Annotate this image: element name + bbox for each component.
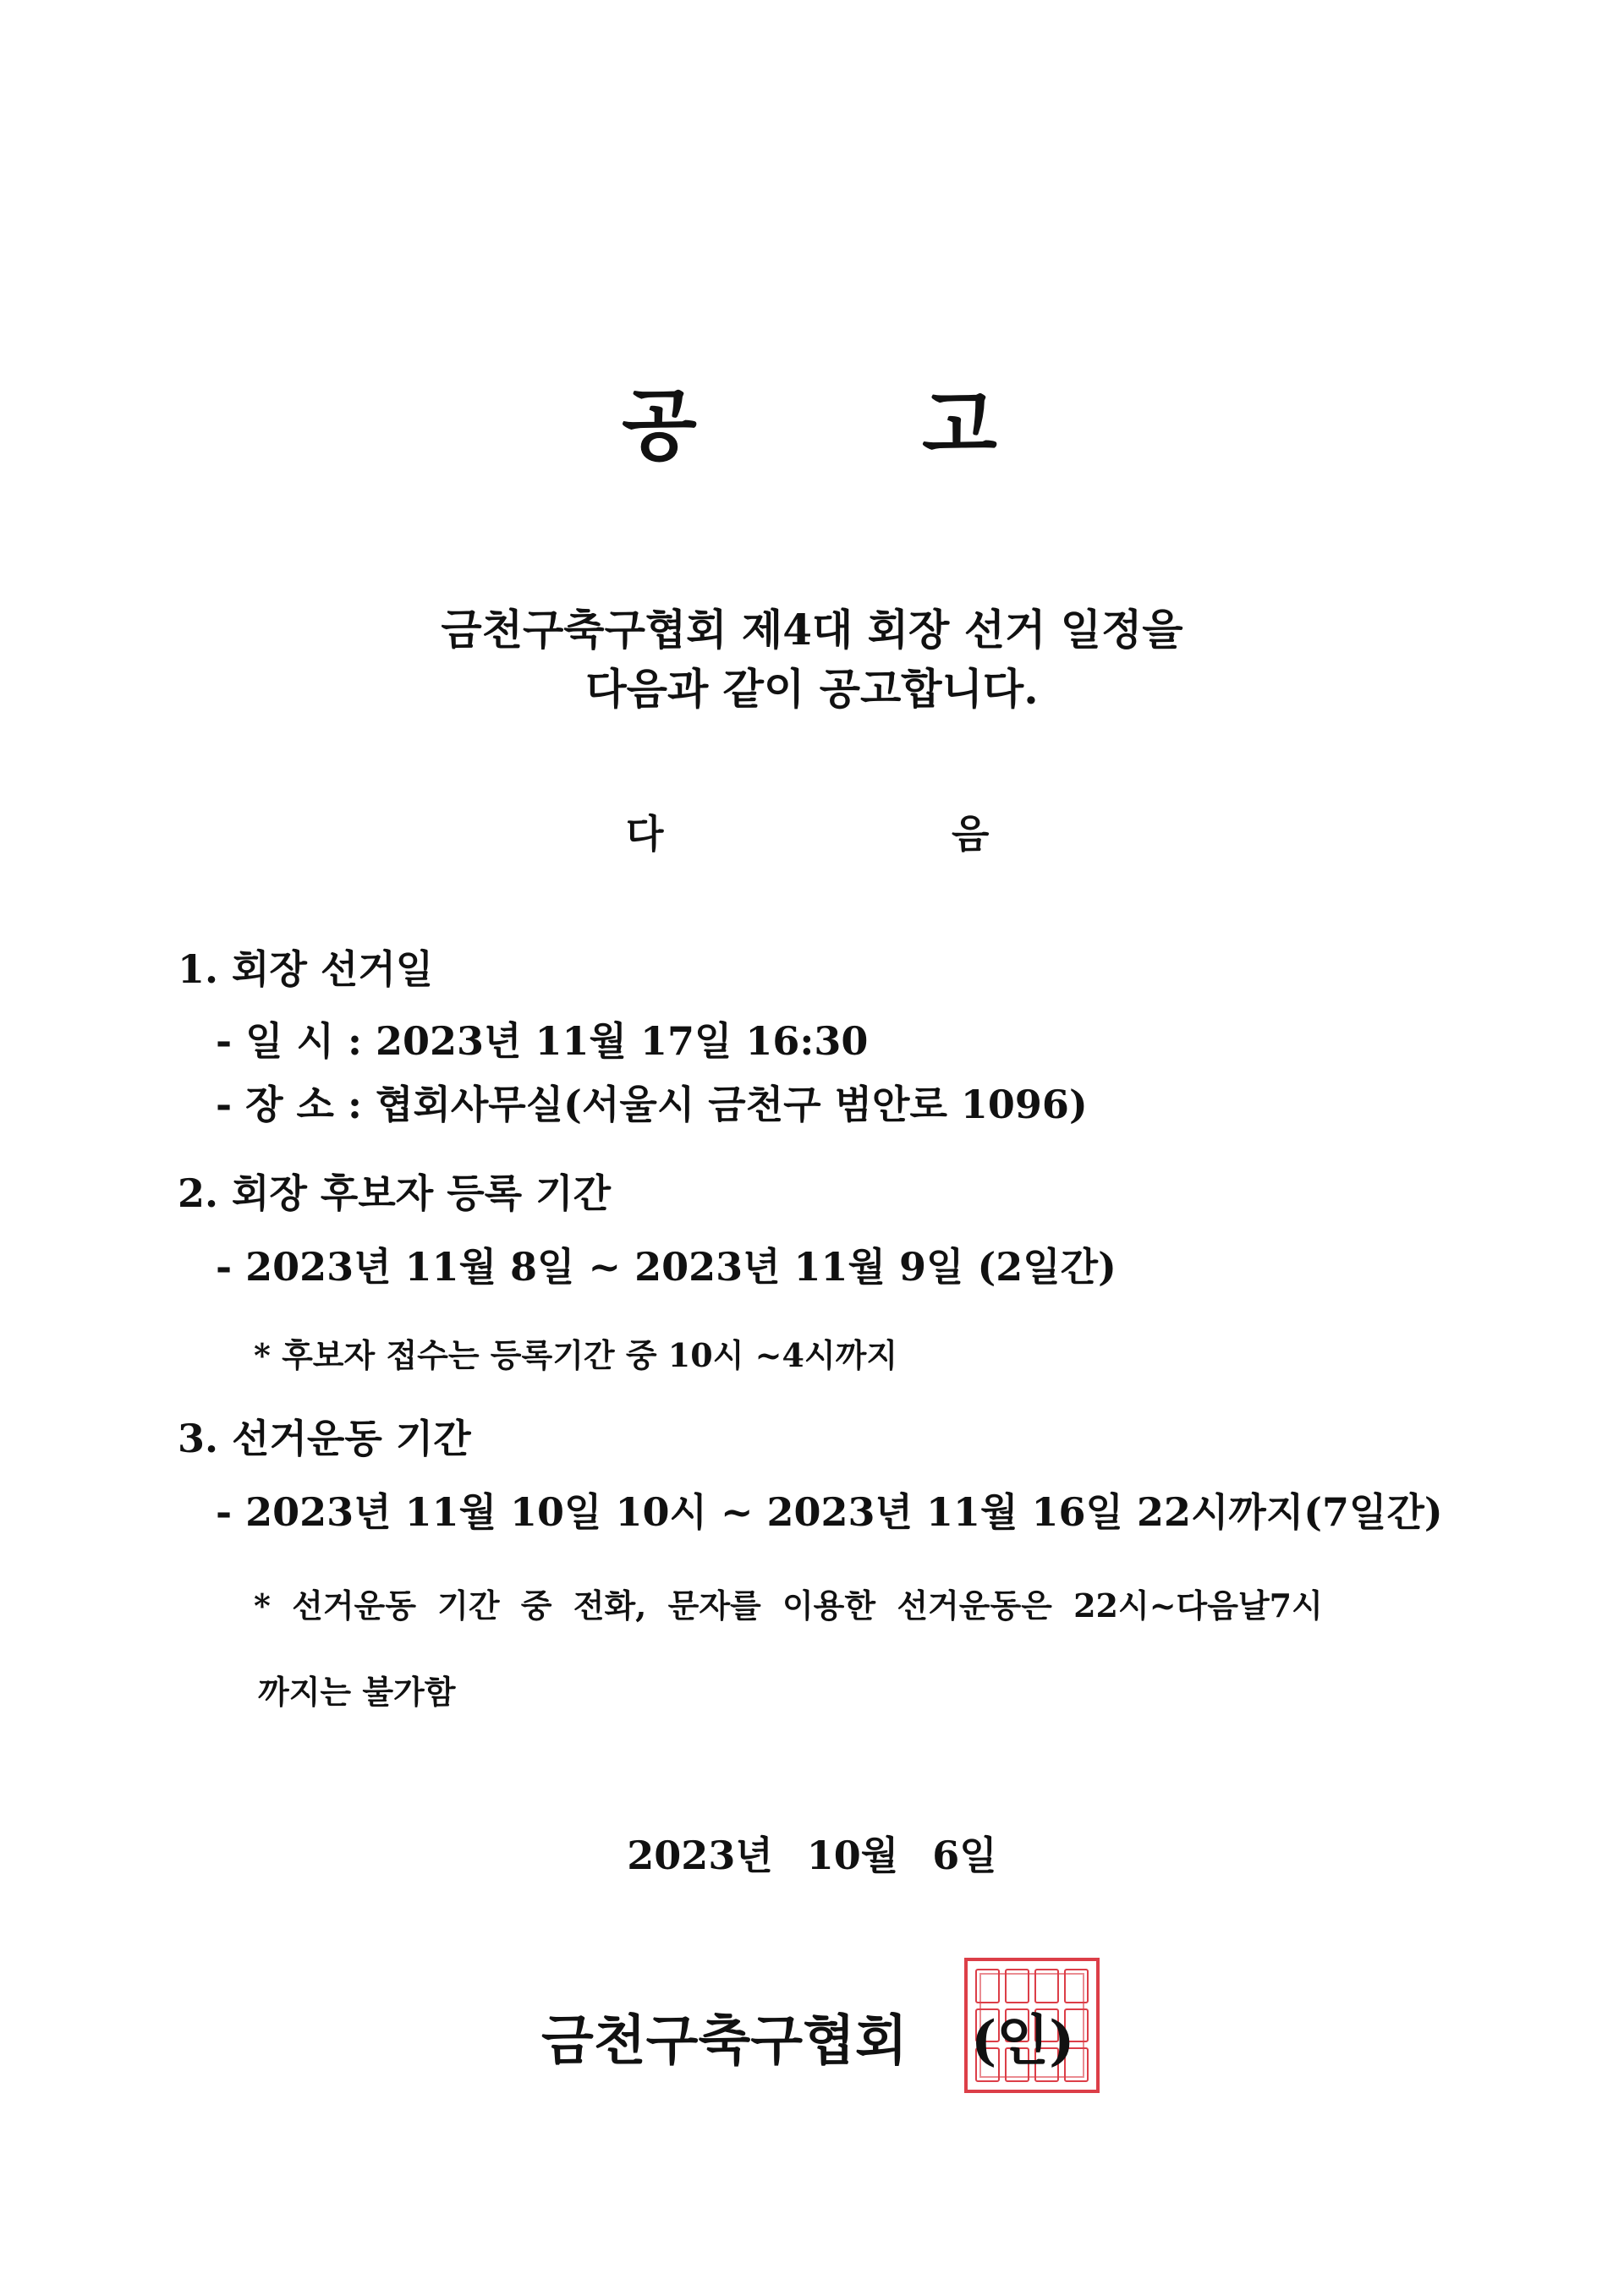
title-char-right: 고: [922, 380, 997, 471]
section-3-heading: 3. 선거운동 기간: [178, 1416, 471, 1461]
following-label-left: 다: [626, 811, 664, 857]
section-1-datetime: - 일 시 : 2023년 11월 17일 16:30: [216, 1018, 869, 1064]
section-3-note-line-2: 까지는 불가함: [258, 1673, 456, 1711]
section-2-note: * 후보자 접수는 등록기간 중 10시 ~4시까지: [254, 1336, 898, 1374]
intro-line-2: 다음과 같이 공고합니다.: [585, 664, 1039, 714]
section-3-note-line-1: * 선거운동 기간 중 전화, 문자를 이용한 선거운동은 22시~다음날7시: [254, 1586, 1323, 1625]
section-3-period: - 2023년 11월 10일 10시 ~ 2023년 11월 16일 22시까지(7일간): [216, 1489, 1443, 1535]
following-label-right: 음: [952, 811, 990, 857]
section-1-heading: 1. 회장 선거일: [178, 946, 434, 992]
section-2-period: - 2023년 11월 8일 ~ 2023년 11월 9일 (2일간): [216, 1244, 1116, 1290]
organization-name: 금천구축구협회: [541, 2009, 908, 2073]
intro-line-1: 금천구축구협회 제4대 회장 선거 일정을: [441, 605, 1183, 655]
notice-date: 2023년 10월 6일: [627, 1833, 997, 1878]
section-1-location: - 장 소 : 협회사무실(서울시 금천구 범안로 1096): [216, 1082, 1088, 1127]
section-2-heading: 2. 회장 후보자 등록 기간: [178, 1170, 612, 1216]
seal-mark-label: (인): [971, 2009, 1075, 2073]
title-char-left: 공: [622, 380, 697, 471]
